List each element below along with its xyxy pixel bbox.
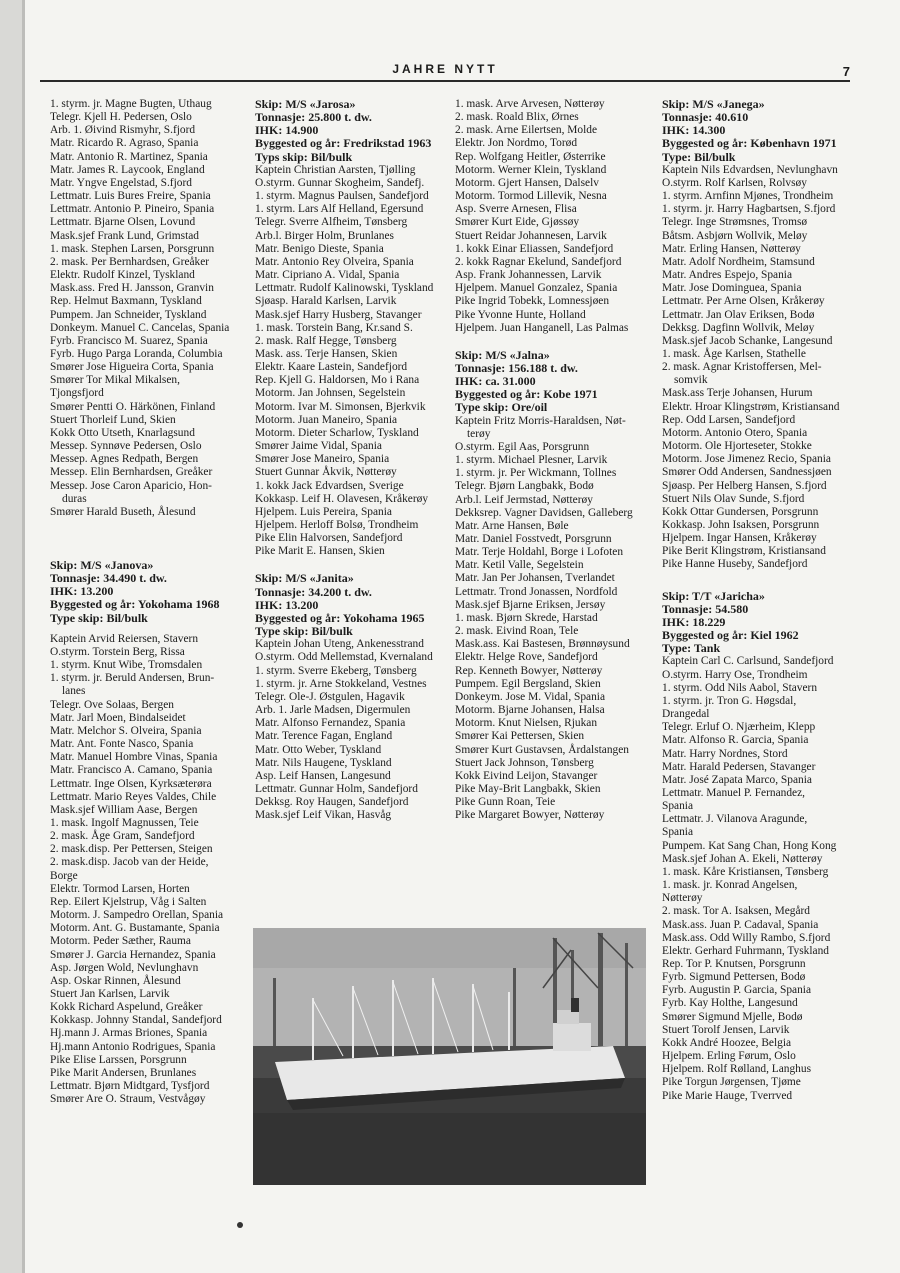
crew-entry: Mask.sjef Johan A. Ekeli, Nøtterøy xyxy=(662,852,823,865)
crew-entry: Pike Marit Andersen, Brunlanes xyxy=(50,1066,197,1079)
ship-type: Type: Tank xyxy=(662,641,721,656)
crew-entry: Matr. Harald Pedersen, Stavanger xyxy=(662,760,816,773)
crew-entry: Matr. Ant. Fonte Nasco, Spania xyxy=(50,738,194,751)
crew-entry: 1. mask. Kåre Kristiansen, Tønsberg xyxy=(662,865,829,878)
crew-entry: Donkeym. Manuel C. Cancelas, Spania xyxy=(50,321,230,334)
crew-entry: Pike Berit Klingstrøm, Kristiansand xyxy=(662,545,826,558)
crew-entry: Sjøasp. Harald Karlsen, Larvik xyxy=(255,295,397,308)
crew-entry: Dekksrep. Vagner Davidsen, Galleberg xyxy=(455,506,633,519)
crew-entry: Hjelpem. Ingar Hansen, Kråkerøy xyxy=(662,532,817,545)
crew-entry: Lettmatr. Rudolf Kalinowski, Tyskland xyxy=(255,282,434,295)
crew-entry: Mask.sjef Frank Lund, Grimstad xyxy=(50,229,200,242)
crew-entry: Hj.mann J. Armas Briones, Spania xyxy=(50,1027,208,1040)
crew-entry: Smører Kurt Gustavsen, Årdalstangen xyxy=(455,743,629,756)
ship-built: Byggested og år: Yokohama 1965 xyxy=(255,610,425,625)
crew-entry: Hjelpem. Manuel Gonzalez, Spania xyxy=(455,282,618,295)
crew-entry: Stuert Gunnar Åkvik, Nøtterøy xyxy=(255,466,397,479)
crew-entry: Kokk Eivind Leijon, Stavanger xyxy=(455,769,598,782)
crew-entry: Matr. Andres Espejo, Spania xyxy=(662,269,793,282)
crew-entry: Mask.sjef Bjarne Eriksen, Jersøy xyxy=(455,598,606,611)
crew-entry: Matr. Melchor S. Olveira, Spania xyxy=(50,724,202,737)
crew-entry: Elektr. Helge Rove, Sandefjord xyxy=(455,651,598,664)
crew-entry: 2. mask. Eivind Roan, Tele xyxy=(455,625,579,638)
crew-entry: Sjøasp. Per Helberg Hansen, S.fjord xyxy=(662,479,827,492)
ship-ihk: IHK: 18.229 xyxy=(662,614,726,629)
crew-entry: Matr. Francisco A. Camano, Spania xyxy=(50,764,213,777)
crew-entry: Hjelpem. Erling Førum, Oslo xyxy=(662,1050,796,1063)
crew-entry: Hjelpem. Rolf Rølland, Langhus xyxy=(662,1063,812,1076)
crew-entry: Matr. Terje Holdahl, Borge i Lofoten xyxy=(455,546,624,559)
crew-entry: Rep. Kjell G. Haldorsen, Mo i Rana xyxy=(255,374,420,387)
crew-entry: Pike Marit E. Hansen, Skien xyxy=(255,545,385,558)
crew-entry: Lettmatr. Per Arne Olsen, Kråkerøy xyxy=(662,295,825,308)
crew-entry: 1. styrm. Sverre Ekeberg, Tønsberg xyxy=(255,664,417,677)
crew-entry: Messep. Elin Bernhardsen, Greåker xyxy=(50,466,213,479)
crew-entry: 2. mask. Roald Blix, Ørnes xyxy=(455,111,579,124)
crew-entry: Matr. José Zapata Marco, Spania xyxy=(662,773,812,786)
crew-entry: Nøtterøy xyxy=(662,892,703,905)
crew-entry: Kaptein Nils Edvardsen, Nevlunghavn xyxy=(662,163,838,176)
crew-entry: 1. mask. Arve Arvesen, Nøtterøy xyxy=(455,98,605,110)
ship-name: Skip: M/S «Jarosa» xyxy=(255,97,356,111)
crew-list xyxy=(255,164,447,559)
crew-entry: Kokk Ottar Gundersen, Porsgrunn xyxy=(662,505,819,518)
crew-entry: 1. mask. Stephen Larsen, Porsgrunn xyxy=(50,242,215,255)
crew-entry: Smører Odd Andersen, Sandnessjøen xyxy=(662,466,832,479)
crew-entry: Matr. Antonio Rey Olveira, Spania xyxy=(255,255,414,268)
crew-entry: 1. kokk Einar Eliassen, Sandefjord xyxy=(455,242,614,255)
crew-entry: Mask. ass. Terje Hansen, Skien xyxy=(255,347,398,360)
crew-entry: Pike Margaret Bowyer, Nøtterøy xyxy=(455,809,605,822)
crew-entry: Kokk Otto Utseth, Knarlagsund xyxy=(50,426,195,439)
crew-entry: O.styrm. Egil Aas, Porsgrunn xyxy=(455,440,590,453)
crew-entry: Motorm. Ole Hjorteseter, Stokke xyxy=(662,440,812,453)
crew-entry: Motorm. Knut Nielsen, Rjukan xyxy=(455,717,598,730)
crew-entry: 2. kokk Ragnar Ekelund, Sandefjord xyxy=(455,255,622,268)
ship-entry-jaricha xyxy=(662,590,862,1103)
crew-entry: Lettmatr. Bjørn Midtgard, Tysfjord xyxy=(50,1080,210,1093)
ship-photo-drawing xyxy=(253,928,646,1185)
crew-entry: 2. mask. Åge Gram, Sandefjord xyxy=(50,830,195,843)
crew-entry: Telegr. Bjørn Langbakk, Bodø xyxy=(455,480,594,493)
ship-tonnage: Tonnasje: 54.580 xyxy=(662,601,749,616)
ship-name: Skip: T/T «Jaricha» xyxy=(662,588,765,603)
crew-entry: Pike Marie Hauge, Tverrved xyxy=(662,1089,793,1102)
column-2 xyxy=(255,98,447,822)
crew-entry: 1. styrm. Lars Alf Helland, Egersund xyxy=(255,203,424,216)
crew-entry: Matr. Otto Weber, Tyskland xyxy=(255,743,382,756)
ship-name: Skip: M/S «Janita» xyxy=(255,571,354,586)
crew-entry: Messep. Agnes Redpath, Bergen xyxy=(50,453,199,466)
crew-entry: Smører Kai Pettersen, Skien xyxy=(455,730,585,743)
crew-entry: Asp. Frank Johannessen, Larvik xyxy=(455,269,602,282)
crew-entry: Smører J. Garcia Hernandez, Spania xyxy=(50,948,216,961)
crew-list xyxy=(662,655,862,1102)
crew-entry: Stuert Jack Johnson, Tønsberg xyxy=(455,756,594,769)
crew-entry: Rep. Tor P. Knutsen, Porsgrunn xyxy=(662,958,806,970)
crew-entry: Asp. Oskar Rinnen, Ålesund xyxy=(50,974,181,987)
crew-entry: 2. mask.disp. Per Pettersen, Steigen xyxy=(50,843,213,856)
ship-type: Typs skip: Bil/bulk xyxy=(255,149,353,164)
crew-entry: Motorm. Bjarne Johansen, Halsa xyxy=(455,704,605,717)
crew-entry: Stuert Nils Olav Sunde, S.fjord xyxy=(662,492,805,505)
ship-type: Type skip: Ore/oil xyxy=(455,400,548,415)
crew-entry: Hjelpem. Herloff Bolsø, Trondheim xyxy=(255,519,419,531)
ship-ihk: IHK: 14.300 xyxy=(662,123,726,138)
spacer xyxy=(50,625,246,633)
crew-list xyxy=(662,164,862,572)
crew-entry: Båtsm. Asbjørn Wollvik, Meløy xyxy=(662,229,808,242)
ship-built: Byggested og år: Kobe 1971 xyxy=(455,387,598,402)
crew-entry: Pumpem. Jan Schneider, Tyskland xyxy=(50,308,207,321)
crew-entry: 2. mask.disp. Jacob van der Heide, xyxy=(50,856,209,869)
crew-entry: somvik xyxy=(674,374,708,387)
ship-entry-janita xyxy=(255,572,447,822)
crew-entry: Motorm. Peder Sæther, Rauma xyxy=(50,935,191,948)
crew-entry: Kaptein Arvid Reiersen, Stavern xyxy=(50,632,199,645)
crew-entry: Kaptein Christian Aarsten, Tjølling xyxy=(255,163,416,176)
crew-entry: Matr. Jarl Moen, Bindalseidet xyxy=(50,711,186,724)
crew-entry: Fyrb. Kay Holthe, Langesund xyxy=(662,997,798,1010)
crew-entry: O.styrm. Gunnar Skogheim, Sandefj. xyxy=(255,176,425,189)
crew-entry: Fyrb. Francisco M. Suarez, Spania xyxy=(50,334,208,347)
crew-entry: Arb. 1. Jarle Madsen, Digermulen xyxy=(255,704,411,717)
crew-entry: Matr. Erling Hansen, Nøtterøy xyxy=(662,242,801,255)
crew-entry: Stuert Reidar Johannesen, Larvik xyxy=(455,229,607,242)
crew-entry: Lettmatr. Antonio P. Pineiro, Spania xyxy=(50,203,215,216)
crew-entry: 2. mask. Per Bernhardsen, Greåker xyxy=(50,255,210,268)
crew-entry: 1. mask. Torstein Bang, Kr.sand S. xyxy=(255,321,413,334)
crew-entry: Matr. Cipriano A. Vidal, Spania xyxy=(255,269,400,282)
crew-entry: Matr. Ketil Valle, Segelstein xyxy=(455,559,584,572)
crew-entry: Motorm. Jan Johnsen, Segelstein xyxy=(255,387,406,400)
ship-tonnage: Tonnasje: 34.490 t. dw. xyxy=(50,571,167,586)
crew-entry: Matr. James R. Laycook, England xyxy=(50,163,205,176)
crew-entry: Elektr. Rudolf Kinzel, Tyskland xyxy=(50,269,195,282)
crew-entry: Smører Sigmund Mjelle, Bodø xyxy=(662,1010,803,1023)
crew-entry: Motorm. Gjert Hansen, Dalselv xyxy=(455,176,599,189)
column-1 xyxy=(50,98,246,1106)
crew-entry: 1. mask. Bjørn Skrede, Harstad xyxy=(455,611,598,624)
crew-entry: Arb. 1. Øivind Rismyhr, S.fjord xyxy=(50,124,196,137)
ship-entry-janega xyxy=(662,98,862,572)
crew-entry: Arb.l. Leif Jermstad, Nøtterøy xyxy=(455,493,593,506)
print-speck xyxy=(237,1222,243,1228)
ship-built: Byggested og år: Yokohama 1968 xyxy=(50,597,220,612)
crew-entry: Pumpem. Egil Bergsland, Skien xyxy=(455,677,601,690)
crew-entry: Matr. Terence Fagan, England xyxy=(255,730,393,743)
crew-entry: Motorm. J. Sampedro Orellan, Spania xyxy=(50,909,224,922)
crew-entry: Fyrb. Hugo Parga Loranda, Columbia xyxy=(50,347,223,360)
crew-entry: 1. styrm. jr. Tron G. Høgsdal, xyxy=(662,694,797,707)
crew-entry: Rep. Kenneth Bowyer, Nøtterøy xyxy=(455,664,603,677)
crew-entry: Mask.ass Terje Johansen, Hurum xyxy=(662,387,813,400)
masthead xyxy=(40,62,850,82)
crew-entry: Motorm. Tormod Lillevik, Nesna xyxy=(455,190,607,203)
crew-entry: Lettmatr. J. Vilanova Aragunde, xyxy=(662,813,808,826)
crew-entry: 1. styrm. jr. Harry Hagbartsen, S.fjord xyxy=(662,203,836,216)
crew-entry: 1. styrm. Magnus Paulsen, Sandefjord xyxy=(255,190,429,203)
crew-entry: 2. mask. Tor A. Isaksen, Megård xyxy=(662,905,810,918)
crew-entry: Stuert Torolf Jensen, Larvik xyxy=(662,1023,790,1036)
crew-entry: Motorm. Dieter Scharlow, Tyskland xyxy=(255,426,419,439)
crew-list-continued xyxy=(50,98,246,519)
crew-entry: Asp. Leif Hansen, Langesund xyxy=(255,769,391,782)
crew-entry: Spania xyxy=(662,800,694,813)
header-rule xyxy=(40,80,850,82)
crew-entry: Kaptein Carl C. Carlsund, Sandefjord xyxy=(662,655,834,668)
crew-entry: Matr. Manuel Hombre Vinas, Spania xyxy=(50,751,218,764)
ship-name: Skip: M/S «Jalna» xyxy=(455,347,550,362)
page-fold xyxy=(22,0,25,1273)
crew-entry: Motorm. Antonio Otero, Spania xyxy=(662,426,808,439)
crew-entry: Mask.sjef Harry Husberg, Stavanger xyxy=(255,308,422,321)
crew-list xyxy=(455,415,651,823)
crew-entry: Fyrb. Augustin P. Garcia, Spania xyxy=(662,984,812,997)
ship-tonnage: Tonnasje: 34.200 t. dw. xyxy=(255,584,372,599)
crew-entry: Arb.l. Birger Holm, Brunlanes xyxy=(255,229,394,242)
page-number: 7 xyxy=(842,64,850,79)
crew-entry: Rep. Odd Larsen, Sandefjord xyxy=(662,413,796,426)
ship-type: Type: Bil/bulk xyxy=(662,149,736,164)
crew-entry: Donkeym. Jose M. Vidal, Spania xyxy=(455,690,606,703)
crew-entry: Telegr. Erluf O. Njærheim, Klepp xyxy=(662,721,816,734)
crew-entry: Borge xyxy=(50,869,78,882)
crew-entry: Motorm. Ant. G. Bustamante, Spania xyxy=(50,922,220,935)
ship-type: Type skip: Bil/bulk xyxy=(255,624,353,639)
crew-entry: Lettmatr. Jan Olav Eriksen, Bodø xyxy=(662,308,815,321)
ship-tonnage: Tonnasje: 40.610 xyxy=(662,110,749,125)
crew-entry: Rep. Eilert Kjelstrup, Våg i Salten xyxy=(50,895,207,908)
crew-entry: Lettmatr. Inge Olsen, Kyrksæterøra xyxy=(50,777,212,790)
newsletter-title: JAHRE NYTT xyxy=(392,62,498,76)
ship-ihk: IHK: ca. 31.000 xyxy=(455,374,536,389)
crew-entry: Kokkasp. Leif H. Olavesen, Kråkerøy xyxy=(255,492,429,505)
crew-entry: Motorm. Ivar M. Simonsen, Bjerkvik xyxy=(255,400,426,413)
crew-entry: Matr. Daniel Fosstvedt, Porsgrunn xyxy=(455,533,612,545)
crew-entry: Motorm. Juan Maneiro, Spania xyxy=(255,413,398,426)
crew-entry: Smører Harald Buseth, Ålesund xyxy=(50,505,196,518)
crew-entry: Kokkasp. John Isaksen, Porsgrunn xyxy=(662,519,820,531)
crew-entry: Matr. Benigo Dieste, Spania xyxy=(255,242,384,255)
crew-entry: Mask.ass. Fred H. Jansson, Granvin xyxy=(50,282,214,295)
ship-name: Skip: M/S «Janova» xyxy=(50,558,154,572)
crew-entry: Smører Jose Maneiro, Spania xyxy=(255,453,390,466)
crew-entry: 1. styrm. Arnfinn Mjønes, Trondheim xyxy=(662,190,834,203)
crew-entry: Matr. Adolf Nordheim, Stamsund xyxy=(662,255,815,268)
crew-list xyxy=(255,638,447,822)
crew-entry: terøy xyxy=(467,427,491,440)
crew-entry: Stuert Jan Karlsen, Larvik xyxy=(50,988,170,1000)
crew-list xyxy=(50,633,246,1107)
crew-entry: Mask.ass. Kai Bastesen, Brønnøysund xyxy=(455,638,630,651)
crew-entry: Pike Elin Halvorsen, Sandefjord xyxy=(255,532,403,545)
ship-ihk: IHK: 13.200 xyxy=(50,584,114,599)
crew-entry: Mask.sjef Leif Vikan, Hasvåg xyxy=(255,809,392,822)
page-edge-shadow xyxy=(0,0,22,1273)
crew-list-continued xyxy=(455,98,651,335)
crew-entry: 1. styrm. jr. Arne Stokkeland, Vestnes xyxy=(255,677,427,690)
crew-entry: Pike Yvonne Hunte, Holland xyxy=(455,308,586,321)
crew-entry: Smører Jaime Vidal, Spania xyxy=(255,440,382,453)
spacer xyxy=(455,335,651,349)
ship-entry-jarosa xyxy=(255,98,447,558)
ship-entry-jalna xyxy=(455,349,651,823)
crew-entry: Asp. Sverre Arnesen, Flisa xyxy=(455,203,577,216)
crew-entry: Kokk André Hoozee, Belgia xyxy=(662,1036,792,1049)
crew-entry: 1. styrm. jr. Per Wickmann, Tollnes xyxy=(455,467,617,480)
ship-photo xyxy=(253,928,646,1185)
crew-entry: Kokk Richard Aspelund, Greåker xyxy=(50,1001,203,1014)
crew-entry: Fyrb. Sigmund Pettersen, Bodø xyxy=(662,971,806,984)
crew-entry: Matr. Arne Hansen, Bøle xyxy=(455,519,569,532)
crew-entry: Telegr. Inge Strømsnes, Tromsø xyxy=(662,216,808,229)
crew-entry: O.styrm. Odd Mellemstad, Kvernaland xyxy=(255,651,433,664)
crew-entry: Smører Kurt Eide, Gjøssøy xyxy=(455,216,580,229)
crew-entry: Kaptein Johan Uteng, Ankenesstrand xyxy=(255,638,424,651)
crew-entry: Matr. Yngve Engelstad, S.fjord xyxy=(50,176,192,189)
crew-entry: Matr. Jose Dominguea, Spania xyxy=(662,282,802,295)
crew-entry: Smører Pentti O. Härkönen, Finland xyxy=(50,400,216,413)
crew-entry: Pike May-Brit Langbakk, Skien xyxy=(455,782,601,795)
crew-entry: Mask.ass. Odd Willy Rambo, S.fjord xyxy=(662,931,831,944)
crew-entry: 1. mask. Åge Karlsen, Stathelle xyxy=(662,347,806,360)
crew-entry: Hjelpem. Luis Pereira, Spania xyxy=(255,505,392,518)
crew-entry: Dekksg. Roy Haugen, Sandefjord xyxy=(255,796,409,809)
crew-entry: 2. mask. Arne Eilertsen, Molde xyxy=(455,124,598,137)
crew-entry: 1. styrm. jr. Magne Bugten, Uthaug xyxy=(50,98,212,110)
crew-entry: Motorm. Jose Jimenez Recio, Spania xyxy=(662,453,831,466)
crew-entry: lanes xyxy=(62,685,86,698)
ship-name: Skip: M/S «Janega» xyxy=(662,97,765,111)
crew-entry: Stuert Thorleif Lund, Skien xyxy=(50,413,176,426)
column-4 xyxy=(662,98,862,1103)
ship-ihk: IHK: 14.900 xyxy=(255,123,319,138)
crew-entry: Pike Ingrid Tobekk, Lomnessjøen xyxy=(455,295,610,308)
ship-tonnage: Tonnasje: 156.188 t. dw. xyxy=(455,360,578,375)
crew-entry: Telegr. Ole-J. Østgulen, Hagavik xyxy=(255,690,405,703)
crew-entry: Rep. Wolfgang Heitler, Østerrike xyxy=(455,150,606,163)
spacer xyxy=(662,572,862,590)
ship-built: Byggested og år: Fredrikstad 1963 xyxy=(255,136,432,151)
crew-entry: Telegr. Kjell H. Pedersen, Oslo xyxy=(50,111,192,124)
crew-entry: Smører Are O. Straum, Vestvågøy xyxy=(50,1093,206,1106)
crew-entry: 1. kokk Jack Edvardsen, Sverige xyxy=(255,479,404,492)
crew-entry: 1. styrm. jr. Beruld Andersen, Brun- xyxy=(50,672,215,685)
crew-entry: Mask.ass. Juan P. Cadaval, Spania xyxy=(662,918,819,931)
crew-entry: Lettmatr. Gunnar Holm, Sandefjord xyxy=(255,782,418,795)
crew-entry: 1. mask. Ingolf Magnussen, Teie xyxy=(50,816,199,829)
crew-entry: Smører Tor Mikal Mikalsen, xyxy=(50,374,180,387)
crew-entry: Motorm. Werner Klein, Tyskland xyxy=(455,163,607,176)
crew-entry: Pike Hanne Huseby, Sandefjord xyxy=(662,558,808,571)
crew-entry: Kokkasp. Johnny Standal, Sandefjord xyxy=(50,1014,222,1027)
column-3 xyxy=(455,98,651,822)
crew-entry: Tjongsfjord xyxy=(50,387,104,400)
ship-ihk: IHK: 13.200 xyxy=(255,597,319,612)
crew-entry: Matr. Ricardo R. Agraso, Spania xyxy=(50,137,199,150)
crew-entry: Matr. Harry Nordnes, Stord xyxy=(662,747,788,760)
crew-entry: Smører Jose Higueira Corta, Spania xyxy=(50,361,214,374)
crew-entry: Asp. Jørgen Wold, Nevlunghavn xyxy=(50,961,199,974)
crew-entry: Elektr. Hroar Klingstrøm, Kristiansand xyxy=(662,400,840,413)
ship-built: Byggested og år: København 1971 xyxy=(662,136,837,151)
crew-entry: Pumpem. Kat Sang Chan, Hong Kong xyxy=(662,839,837,852)
ship-tonnage: Tonnasje: 25.800 t. dw. xyxy=(255,110,372,125)
crew-entry: Telegr. Sverre Alfheim, Tønsberg xyxy=(255,216,408,229)
crew-entry: Hjelpem. Juan Hanganell, Las Palmas xyxy=(455,321,629,334)
ship-built: Byggested og år: Kiel 1962 xyxy=(662,628,799,643)
crew-entry: Drangedal xyxy=(662,708,710,721)
crew-entry: Matr. Alfonso Fernandez, Spania xyxy=(255,717,406,730)
crew-entry: Matr. Jan Per Johansen, Tverlandet xyxy=(455,572,615,585)
crew-entry: Hj.mann Antonio Rodrigues, Spania xyxy=(50,1040,216,1053)
crew-entry: Lettmatr. Manuel P. Fernandez, xyxy=(662,786,805,799)
crew-entry: Messep. Synnøve Pedersen, Oslo xyxy=(50,440,202,453)
ship-type: Type skip: Bil/bulk xyxy=(50,610,148,625)
crew-entry: Mask.sjef Jacob Schanke, Langesund xyxy=(662,334,833,347)
crew-entry: Elektr. Gerhard Fuhrmann, Tyskland xyxy=(662,944,829,957)
crew-entry: 1. styrm. Knut Wibe, Tromsdalen xyxy=(50,659,203,672)
crew-entry: 1. styrm. Odd Nils Aabol, Stavern xyxy=(662,681,818,694)
crew-entry: Matr. Antonio R. Martinez, Spania xyxy=(50,150,208,163)
crew-entry: O.styrm. Rolf Karlsen, Rolvsøy xyxy=(662,176,807,189)
crew-entry: Mask.sjef William Aase, Bergen xyxy=(50,803,198,816)
spacer xyxy=(50,519,246,559)
crew-entry: O.styrm. Torstein Berg, Rissa xyxy=(50,645,185,658)
crew-entry: 2. mask. Agnar Kristoffersen, Mel- xyxy=(662,361,822,374)
ship-entry-janova xyxy=(50,559,246,1106)
crew-entry: Telegr. Ove Solaas, Bergen xyxy=(50,698,174,711)
crew-entry: Lettmatr. Trond Jonassen, Nordfold xyxy=(455,585,618,598)
crew-entry: 1. mask. jr. Konrad Angelsen, xyxy=(662,879,798,892)
crew-entry: Elektr. Tormod Larsen, Horten xyxy=(50,882,190,895)
crew-entry: Elektr. Jon Nordmo, Torød xyxy=(455,137,578,150)
crew-entry: Kaptein Fritz Morris-Haraldsen, Nøt- xyxy=(455,414,626,427)
crew-entry: Lettmatr. Mario Reyes Valdes, Chile xyxy=(50,790,217,803)
crew-entry: Messep. Jose Caron Aparicio, Hon- xyxy=(50,479,212,492)
crew-entry: Pike Torgun Jørgensen, Tjøme xyxy=(662,1076,801,1089)
crew-entry: Lettmatr. Luis Bures Freire, Spania xyxy=(50,190,211,203)
crew-entry: Rep. Helmut Baxmann, Tyskland xyxy=(50,295,202,308)
crew-entry: Matr. Alfonso R. Garcia, Spania xyxy=(662,734,809,747)
spacer xyxy=(255,558,447,572)
crew-entry: duras xyxy=(62,492,87,505)
crew-entry: 1. styrm. Michael Plesner, Larvik xyxy=(455,454,608,467)
crew-entry: Pike Elise Larssen, Porsgrunn xyxy=(50,1053,187,1066)
crew-entry: Pike Gunn Roan, Teie xyxy=(455,796,556,809)
crew-entry: Dekksg. Dagfinn Wollvik, Meløy xyxy=(662,321,815,334)
crew-entry: 2. mask. Ralf Hegge, Tønsberg xyxy=(255,334,397,347)
crew-entry: Elektr. Kaare Lastein, Sandefjord xyxy=(255,361,408,374)
crew-entry: Spania xyxy=(662,826,694,839)
crew-entry: Lettmatr. Bjarne Olsen, Lovund xyxy=(50,216,196,229)
crew-entry: O.styrm. Harry Ose, Trondheim xyxy=(662,668,808,681)
crew-entry: Matr. Nils Haugene, Tyskland xyxy=(255,756,392,769)
